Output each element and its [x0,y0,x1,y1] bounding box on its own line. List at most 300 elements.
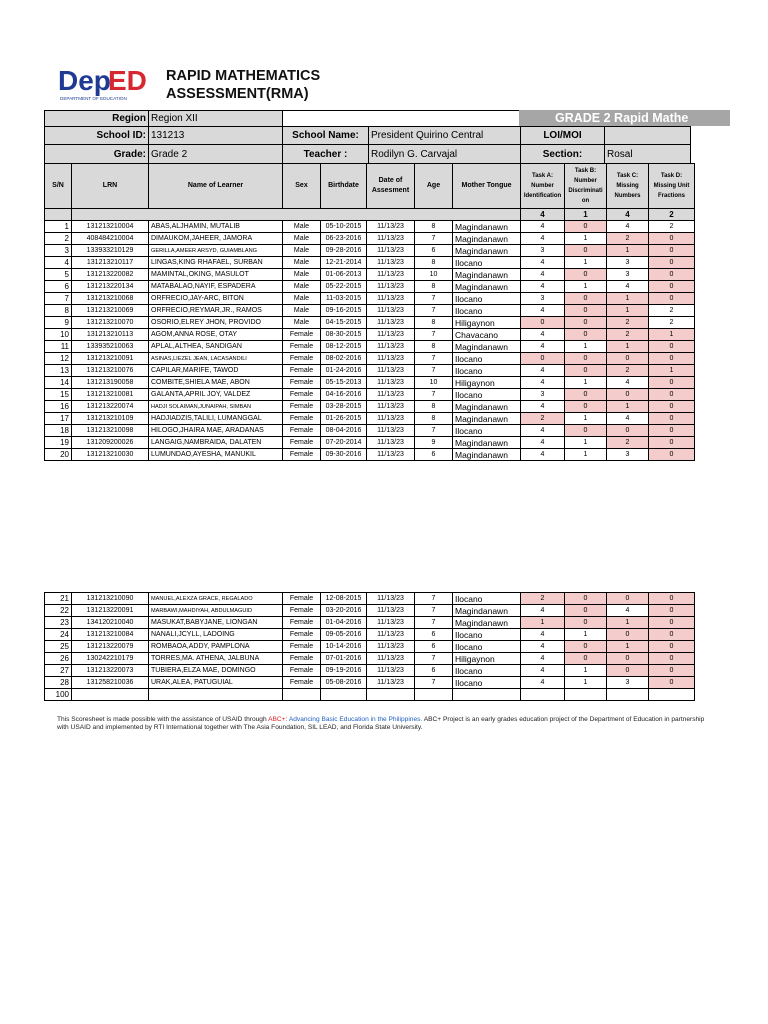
row-date-assess[interactable]: 11/13/23 [367,641,415,653]
row-task-a[interactable]: 4 [521,605,565,617]
row-task-b[interactable]: 0 [565,401,607,413]
row-sex[interactable]: Female [283,617,321,629]
row-task-c[interactable]: 0 [607,353,649,365]
row-task-c[interactable]: 1 [607,617,649,629]
row-date-assess[interactable]: 11/13/23 [367,365,415,377]
row-task-c[interactable]: 4 [607,377,649,389]
row-task-c[interactable]: 0 [607,653,649,665]
row-date-assess[interactable]: 11/13/23 [367,617,415,629]
row-date-assess[interactable]: 11/13/23 [367,605,415,617]
row-lrn[interactable]: 131213190058 [72,377,149,389]
row-mother-tongue[interactable]: Hiligaynon [453,317,521,329]
row-date-assess[interactable]: 11/13/23 [367,305,415,317]
row-date-assess[interactable]: 11/13/23 [367,665,415,677]
row-task-d[interactable]: 1 [649,365,695,377]
row-task-d[interactable]: 0 [649,245,695,257]
row-mother-tongue[interactable]: Ilocano [453,665,521,677]
row-lrn[interactable]: 131213220073 [72,665,149,677]
row-birthdate[interactable]: 11-03-2015 [321,293,367,305]
row-birthdate[interactable]: 07-20-2014 [321,437,367,449]
row-age[interactable]: 7 [415,653,453,665]
row-task-a[interactable]: 4 [521,257,565,269]
row-task-a[interactable]: 4 [521,269,565,281]
row-lrn[interactable]: 131213210004 [72,221,149,233]
row-task-a[interactable]: 4 [521,233,565,245]
row-name[interactable]: ASINAS,LIEZEL JEAN, LACASANDILI [149,353,283,365]
row-name[interactable]: HILOGO,JHAIRA MAE, ARADANAS [149,425,283,437]
row-task-d[interactable]: 0 [649,677,695,689]
row-task-d[interactable]: 0 [649,641,695,653]
row-task-c[interactable]: 4 [607,413,649,425]
row-birthdate[interactable]: 05-22-2015 [321,281,367,293]
row-task-c[interactable]: 1 [607,293,649,305]
row-sex[interactable]: Male [283,221,321,233]
row-task-d[interactable]: 0 [649,629,695,641]
row-task-b[interactable]: 1 [565,413,607,425]
row-birthdate[interactable]: 09-19-2016 [321,665,367,677]
row-task-d[interactable]: 0 [649,437,695,449]
row-task-a[interactable]: 4 [521,653,565,665]
row-task-d[interactable]: 0 [649,617,695,629]
row-task-b[interactable]: 0 [565,329,607,341]
row-task-c[interactable]: 0 [607,665,649,677]
row-sex[interactable]: Male [283,317,321,329]
grade-value[interactable]: Grade 2 [149,145,283,165]
row-lrn[interactable]: 131213210068 [72,293,149,305]
row-age[interactable]: 9 [415,437,453,449]
row-task-a[interactable]: 4 [521,665,565,677]
row-task-b[interactable]: 0 [565,365,607,377]
row-birthdate[interactable]: 08-02-2016 [321,353,367,365]
row-mother-tongue[interactable]: Ilocano [453,365,521,377]
row-name[interactable]: HADJIADZIS,TALILI, LUMANGGAL [149,413,283,425]
row-date-assess[interactable]: 11/13/23 [367,437,415,449]
row-age[interactable]: 7 [415,365,453,377]
row-task-b[interactable]: 0 [565,653,607,665]
row-sex[interactable]: Male [283,305,321,317]
row-task-d[interactable]: 0 [649,413,695,425]
row-mother-tongue[interactable]: Magindanawn [453,281,521,293]
row-mother-tongue[interactable]: Magindanawn [453,449,521,461]
row-birthdate[interactable]: 09-30-2016 [321,449,367,461]
row-birthdate[interactable]: 03-20-2016 [321,605,367,617]
row-name[interactable]: MAMINTAL,OKING, MASULOT [149,269,283,281]
row-sex[interactable]: Female [283,341,321,353]
row-age[interactable]: 8 [415,317,453,329]
row-lrn[interactable]: 131213210113 [72,329,149,341]
row-birthdate[interactable]: 03-28-2015 [321,401,367,413]
row-sex[interactable]: Female [283,629,321,641]
row-mother-tongue[interactable]: Ilocano [453,641,521,653]
row-age[interactable]: 7 [415,293,453,305]
row-sex[interactable]: Female [283,413,321,425]
row-task-d[interactable]: 2 [649,305,695,317]
row-date-assess[interactable]: 11/13/23 [367,593,415,605]
row-birthdate[interactable]: 09-05-2016 [321,629,367,641]
row-mother-tongue[interactable]: Ilocano [453,389,521,401]
row-task-b[interactable]: 1 [565,665,607,677]
row-sex[interactable]: Male [283,233,321,245]
row-lrn[interactable]: 131258210036 [72,677,149,689]
row-sex[interactable]: Female [283,377,321,389]
row-name[interactable]: LINGAS,KING RHAFAEL, SURBAN [149,257,283,269]
row-name[interactable]: MASUKAT,BABYJANE, LIONGAN [149,617,283,629]
row-sex[interactable]: Female [283,653,321,665]
row-lrn[interactable]: 131213210117 [72,257,149,269]
row-sex[interactable]: Female [283,437,321,449]
footer-link[interactable]: Advancing Basic Education in the Philippines. [288,716,423,723]
row-task-b[interactable]: 1 [565,233,607,245]
row-task-b[interactable]: 0 [565,353,607,365]
row-lrn[interactable]: 131213210109 [72,413,149,425]
row-lrn[interactable]: 131213220082 [72,269,149,281]
row-task-c[interactable]: 4 [607,281,649,293]
row-task-d[interactable]: 0 [649,293,695,305]
row-task-a[interactable]: 4 [521,221,565,233]
row-date-assess[interactable]: 11/13/23 [367,281,415,293]
row-age[interactable]: 6 [415,665,453,677]
row-task-a[interactable]: 2 [521,593,565,605]
row-mother-tongue[interactable]: Magindanawn [453,269,521,281]
row-task-a[interactable]: 4 [521,629,565,641]
row-task-d[interactable]: 2 [649,317,695,329]
row-task-b[interactable]: 0 [565,617,607,629]
row-mother-tongue[interactable]: Ilocano [453,257,521,269]
row-age[interactable]: 8 [415,341,453,353]
row-birthdate[interactable]: 05-10-2015 [321,221,367,233]
row-sex[interactable]: Female [283,365,321,377]
row-task-a[interactable]: 2 [521,413,565,425]
row-task-d[interactable]: 2 [649,221,695,233]
row-age[interactable]: 8 [415,413,453,425]
row-name[interactable]: GALANTA,APRIL JOY, VALDEZ [149,389,283,401]
row-sex[interactable]: Female [283,677,321,689]
row-mother-tongue[interactable]: Ilocano [453,305,521,317]
row-date-assess[interactable]: 11/13/23 [367,221,415,233]
row-date-assess[interactable]: 11/13/23 [367,257,415,269]
row-name[interactable]: HADJI SOLAIMAN,JUNAIPAH, SIMBAN [149,401,283,413]
row-task-a[interactable]: 4 [521,437,565,449]
row-task-c[interactable]: 2 [607,233,649,245]
row-task-a[interactable]: 4 [521,329,565,341]
row-name[interactable]: TUBIERA,ELZA MAE, DOMINGO [149,665,283,677]
row-birthdate[interactable]: 05-08-2016 [321,677,367,689]
row-sex[interactable]: Female [283,329,321,341]
row-date-assess[interactable]: 11/13/23 [367,245,415,257]
section-value[interactable]: Rosal [605,145,691,165]
row-sex[interactable]: Female [283,425,321,437]
row-task-c[interactable]: 1 [607,641,649,653]
row-task-c[interactable]: 2 [607,437,649,449]
row-mother-tongue[interactable]: Magindanawn [453,401,521,413]
row-lrn[interactable]: 134120210040 [72,617,149,629]
row-name[interactable]: MANUEL,ALEXZA GRACE, REGALADO [149,593,283,605]
row-task-c[interactable]: 1 [607,341,649,353]
row-name[interactable]: ABAS,ALJHAMIN, MUTALIB [149,221,283,233]
row-name[interactable]: ORFRECIO,JAY-ARC, BITON [149,293,283,305]
row-name[interactable]: DIMAUKOM,JAHEER, JAMORA [149,233,283,245]
row-date-assess[interactable]: 11/13/23 [367,317,415,329]
row-lrn[interactable]: 131213220074 [72,401,149,413]
row-task-c[interactable]: 1 [607,305,649,317]
row-birthdate[interactable]: 07-01-2016 [321,653,367,665]
row-birthdate[interactable]: 08-12-2015 [321,341,367,353]
row-sex[interactable]: Male [283,281,321,293]
row-lrn[interactable]: 131209200026 [72,437,149,449]
row-task-d[interactable]: 1 [649,329,695,341]
row-sex[interactable]: Male [283,269,321,281]
row-sex[interactable]: Female [283,401,321,413]
row-age[interactable]: 7 [415,233,453,245]
row-age[interactable]: 7 [415,605,453,617]
row-task-a[interactable]: 3 [521,293,565,305]
row-task-b[interactable]: 0 [565,605,607,617]
row-date-assess[interactable]: 11/13/23 [367,413,415,425]
row-date-assess[interactable]: 11/13/23 [367,269,415,281]
row-date-assess[interactable]: 11/13/23 [367,677,415,689]
row-sex[interactable]: Female [283,665,321,677]
row-mother-tongue[interactable]: Magindanawn [453,233,521,245]
row-lrn[interactable]: 131213220091 [72,605,149,617]
row-birthdate[interactable]: 06-23-2016 [321,233,367,245]
row-task-d[interactable]: 0 [649,269,695,281]
row-task-d[interactable]: 0 [649,389,695,401]
row-sex[interactable]: Female [283,389,321,401]
row-task-a[interactable]: 4 [521,365,565,377]
row-mother-tongue[interactable]: Magindanawn [453,413,521,425]
row-age[interactable]: 7 [415,677,453,689]
row-task-b[interactable]: 0 [565,425,607,437]
row-task-b[interactable]: 1 [565,677,607,689]
row-task-c[interactable]: 3 [607,269,649,281]
row-birthdate[interactable]: 01-04-2016 [321,617,367,629]
row-age[interactable]: 7 [415,329,453,341]
row-sex[interactable]: Female [283,593,321,605]
row-name[interactable]: NANALI,JCYLL, LADOING [149,629,283,641]
row-task-a[interactable]: 4 [521,377,565,389]
teacher-value[interactable]: Rodilyn G. Carvajal [369,145,521,165]
row-date-assess[interactable]: 11/13/23 [367,653,415,665]
row-age[interactable]: 6 [415,449,453,461]
row-task-b[interactable]: 0 [565,389,607,401]
row-task-d[interactable]: 0 [649,341,695,353]
row-task-a[interactable]: 3 [521,389,565,401]
row-birthdate[interactable]: 08-30-2015 [321,329,367,341]
row-task-b[interactable]: 1 [565,341,607,353]
row-date-assess[interactable]: 11/13/23 [367,425,415,437]
row-task-b[interactable]: 0 [565,245,607,257]
row-lrn[interactable]: 408484210004 [72,233,149,245]
row-birthdate[interactable]: 12-08-2015 [321,593,367,605]
row-task-c[interactable]: 3 [607,257,649,269]
row-age[interactable]: 8 [415,257,453,269]
row-task-a[interactable]: 0 [521,317,565,329]
row-age[interactable]: 8 [415,281,453,293]
row-lrn[interactable]: 131213210076 [72,365,149,377]
row-task-b[interactable]: 1 [565,449,607,461]
row-lrn[interactable]: 131213220134 [72,281,149,293]
row-task-a[interactable]: 4 [521,641,565,653]
row-task-a[interactable]: 0 [521,353,565,365]
row-name[interactable]: ORFRECIO,REYMAR,JR., RAMOS [149,305,283,317]
row-date-assess[interactable]: 11/13/23 [367,377,415,389]
row-birthdate[interactable]: 09-16-2015 [321,305,367,317]
row-mother-tongue[interactable]: Ilocano [453,629,521,641]
row-age[interactable]: 6 [415,641,453,653]
row-lrn[interactable]: 131213210084 [72,629,149,641]
row-task-b[interactable]: 0 [565,317,607,329]
row-task-b[interactable]: 0 [565,305,607,317]
row-birthdate[interactable]: 12-21-2014 [321,257,367,269]
row-age[interactable]: 7 [415,617,453,629]
row-name[interactable]: APLAL,ALTHEA, SANDIGAN [149,341,283,353]
row-age[interactable]: 8 [415,401,453,413]
row-date-assess[interactable]: 11/13/23 [367,293,415,305]
row-mother-tongue[interactable]: Magindanawn [453,617,521,629]
row-age[interactable]: 7 [415,305,453,317]
row-name[interactable]: AGOM,ANNA ROSE, OTAY [149,329,283,341]
row-age[interactable]: 6 [415,629,453,641]
row-name[interactable]: TORRES,MA. ATHENA, JALBUNA [149,653,283,665]
row-task-b[interactable]: 0 [565,293,607,305]
row-date-assess[interactable]: 11/13/23 [367,629,415,641]
row-age[interactable]: 8 [415,221,453,233]
row-task-a[interactable]: 1 [521,617,565,629]
row-mother-tongue[interactable]: Magindanawn [453,605,521,617]
row-task-a[interactable]: 4 [521,449,565,461]
row-task-d[interactable]: 0 [649,653,695,665]
row-name[interactable]: CAPILAR,MARIFE, TAWOD [149,365,283,377]
row-date-assess[interactable]: 11/13/23 [367,329,415,341]
row-name[interactable]: GERILLA,AMEER ARSYD, GUIAMBLANG [149,245,283,257]
row-sex[interactable]: Female [283,353,321,365]
row-lrn[interactable]: 131213210069 [72,305,149,317]
row-task-c[interactable]: 2 [607,329,649,341]
row-sex[interactable]: Male [283,245,321,257]
row-age[interactable]: 10 [415,269,453,281]
row-name[interactable]: MATABALAO,NAYIF, ESPADERA [149,281,283,293]
row-task-a[interactable]: 4 [521,401,565,413]
school-name-value[interactable]: President Quirino Central [369,127,521,145]
row-task-a[interactable]: 4 [521,677,565,689]
row-task-d[interactable]: 0 [649,449,695,461]
row-mother-tongue[interactable]: Ilocano [453,293,521,305]
row-task-d[interactable]: 0 [649,353,695,365]
row-name[interactable]: ROMBAOA,ADDY, PAMPLONA [149,641,283,653]
row-task-d[interactable]: 0 [649,233,695,245]
row-lrn[interactable]: 130242210179 [72,653,149,665]
row-task-b[interactable]: 1 [565,437,607,449]
row-sex[interactable]: Female [283,605,321,617]
row-task-b[interactable]: 1 [565,377,607,389]
row-task-c[interactable]: 0 [607,629,649,641]
row-task-c[interactable]: 0 [607,425,649,437]
loi-value[interactable] [605,127,691,145]
row-mother-tongue[interactable]: Magindanawn [453,245,521,257]
row-task-a[interactable]: 4 [521,305,565,317]
row-task-c[interactable]: 3 [607,677,649,689]
row-mother-tongue[interactable]: Hiligaynon [453,377,521,389]
row-task-d[interactable]: 0 [649,401,695,413]
row-lrn[interactable]: 131213210090 [72,593,149,605]
row-task-a[interactable]: 3 [521,245,565,257]
row-task-c[interactable]: 4 [607,605,649,617]
row-task-d[interactable]: 0 [649,257,695,269]
region-value[interactable]: Region XII [149,111,283,127]
row-task-c[interactable]: 0 [607,593,649,605]
row-birthdate[interactable]: 10-14-2016 [321,641,367,653]
row-lrn[interactable]: 133935210063 [72,341,149,353]
row-age[interactable]: 10 [415,377,453,389]
row-name[interactable]: LANGAIG,NAMBRAIDA, DALATEN [149,437,283,449]
row-task-d[interactable]: 0 [649,425,695,437]
row-birthdate[interactable]: 01-24-2016 [321,365,367,377]
row-task-c[interactable]: 1 [607,401,649,413]
row-task-c[interactable]: 2 [607,365,649,377]
row-mother-tongue[interactable]: Magindanawn [453,221,521,233]
row-age[interactable]: 7 [415,593,453,605]
row-task-b[interactable]: 0 [565,641,607,653]
row-age[interactable]: 7 [415,425,453,437]
row-birthdate[interactable]: 01-26-2015 [321,413,367,425]
row-date-assess[interactable]: 11/13/23 [367,401,415,413]
row-mother-tongue[interactable]: Ilocano [453,593,521,605]
row-task-d[interactable]: 0 [649,377,695,389]
row-task-c[interactable]: 3 [607,449,649,461]
row-birthdate[interactable]: 09-28-2016 [321,245,367,257]
row-task-b[interactable]: 0 [565,593,607,605]
row-name[interactable]: COMBITE,SHIELA MAE, ABON [149,377,283,389]
row-mother-tongue[interactable]: Magindanawn [453,437,521,449]
row-mother-tongue[interactable]: Magindanawn [453,341,521,353]
row-task-d[interactable]: 0 [649,281,695,293]
row-task-b[interactable]: 1 [565,629,607,641]
row-birthdate[interactable]: 01-06-2013 [321,269,367,281]
row-lrn[interactable]: 131213210070 [72,317,149,329]
row-lrn[interactable]: 131213210091 [72,353,149,365]
row-lrn[interactable]: 133933210129 [72,245,149,257]
row-task-c[interactable]: 2 [607,317,649,329]
row-date-assess[interactable]: 11/13/23 [367,389,415,401]
row-task-c[interactable]: 4 [607,221,649,233]
row-task-d[interactable]: 0 [649,593,695,605]
row-task-a[interactable]: 4 [521,281,565,293]
row-name[interactable]: OSORIO,ELREY JHON, PROVIDO [149,317,283,329]
row-birthdate[interactable]: 04-16-2016 [321,389,367,401]
row-task-b[interactable]: 1 [565,281,607,293]
row-task-d[interactable]: 0 [649,605,695,617]
row-birthdate[interactable]: 04-15-2015 [321,317,367,329]
row-date-assess[interactable]: 11/13/23 [367,353,415,365]
row-age[interactable]: 7 [415,389,453,401]
row-mother-tongue[interactable]: Ilocano [453,425,521,437]
row-sex[interactable]: Male [283,293,321,305]
row-age[interactable]: 6 [415,245,453,257]
row-task-c[interactable]: 0 [607,389,649,401]
row-lrn[interactable]: 131213210081 [72,389,149,401]
row-lrn[interactable]: 131213210098 [72,425,149,437]
row-mother-tongue[interactable]: Ilocano [453,677,521,689]
row-task-a[interactable]: 4 [521,425,565,437]
row-mother-tongue[interactable]: Chavacano [453,329,521,341]
row-birthdate[interactable]: 05-15-2013 [321,377,367,389]
row-date-assess[interactable]: 11/13/23 [367,449,415,461]
row-lrn[interactable]: 131213220079 [72,641,149,653]
row-date-assess[interactable]: 11/13/23 [367,341,415,353]
row-task-d[interactable]: 0 [649,665,695,677]
school-id-value[interactable]: 131213 [149,127,283,145]
row-age[interactable]: 7 [415,353,453,365]
